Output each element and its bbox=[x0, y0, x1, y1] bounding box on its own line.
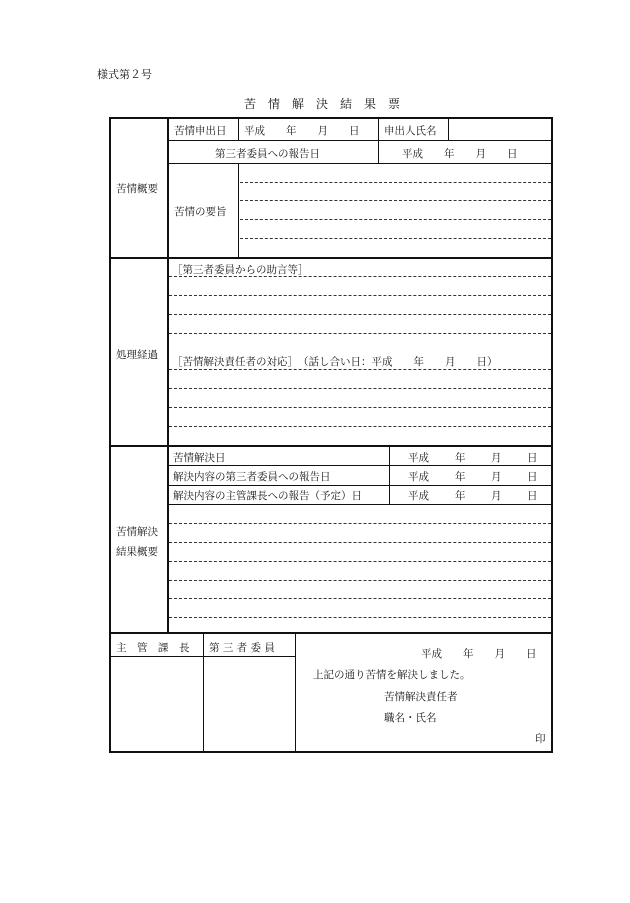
writing-line[interactable] bbox=[169, 617, 551, 618]
frame-right bbox=[551, 117, 553, 753]
section-divider bbox=[109, 632, 553, 634]
result-row-m: 月 bbox=[491, 490, 502, 502]
writing-line[interactable] bbox=[169, 523, 551, 524]
summary-section-label: 苦情概要 bbox=[116, 183, 158, 195]
result-section-label: 苦情解決 bbox=[116, 526, 158, 538]
writing-line[interactable] bbox=[169, 580, 551, 581]
writing-line[interactable] bbox=[240, 182, 551, 183]
signature-date[interactable]: 平成 年 月 日 bbox=[421, 648, 537, 660]
result-row-year[interactable]: 平成 bbox=[408, 452, 429, 464]
cell-divider bbox=[238, 163, 239, 257]
position-name-label: 職名・氏名 bbox=[384, 712, 437, 724]
writing-line[interactable] bbox=[169, 426, 551, 427]
frame-bottom bbox=[109, 751, 553, 753]
result-row-y: 年 bbox=[455, 490, 466, 502]
form-number: 様式第２号 bbox=[97, 68, 152, 81]
row-line bbox=[168, 485, 552, 486]
applicant-name-label: 申出人氏名 bbox=[384, 125, 437, 137]
writing-line[interactable] bbox=[169, 369, 551, 370]
gist-label: 苦情の要旨 bbox=[174, 206, 227, 218]
result-row-label: 解決内容の主管課長への報告（予定）日 bbox=[173, 490, 362, 502]
advice-heading: ［第三者委員からの助言等］ bbox=[172, 264, 309, 276]
result-row-d: 日 bbox=[527, 471, 538, 483]
writing-line[interactable] bbox=[240, 238, 551, 239]
seal-mark: 印 bbox=[535, 733, 546, 745]
result-row-d: 日 bbox=[527, 490, 538, 502]
report-date-label: 第三者委員への報告日 bbox=[215, 148, 320, 160]
responsible-person-label: 苦情解決責任者 bbox=[384, 691, 458, 703]
writing-line[interactable] bbox=[240, 200, 551, 201]
cell-divider bbox=[203, 633, 204, 752]
writing-line[interactable] bbox=[169, 276, 551, 277]
writing-line[interactable] bbox=[240, 219, 551, 220]
report-date-value[interactable]: 平成 年 月 日 bbox=[402, 148, 518, 160]
writing-line[interactable] bbox=[169, 295, 551, 296]
row-line bbox=[168, 163, 552, 164]
result-row-y: 年 bbox=[455, 452, 466, 464]
third-party-label: 第 三 者 委 員 bbox=[209, 642, 275, 654]
writing-line[interactable] bbox=[169, 542, 551, 543]
writing-line[interactable] bbox=[169, 407, 551, 408]
result-row-year[interactable]: 平成 bbox=[408, 471, 429, 483]
row-line bbox=[168, 504, 552, 505]
applicant-name-field[interactable] bbox=[450, 119, 550, 139]
response-heading: ［苦情解決責任者の対応］ （話し合い日：平成 年 月 日） bbox=[172, 356, 498, 368]
writing-line[interactable] bbox=[169, 333, 551, 334]
row-line bbox=[168, 140, 552, 141]
page-title: 苦 情 解 決 結 果 票 bbox=[244, 97, 401, 111]
section-divider bbox=[109, 257, 553, 259]
cell-divider bbox=[378, 118, 379, 163]
result-row-d: 日 bbox=[527, 452, 538, 464]
result-row-y: 年 bbox=[455, 471, 466, 483]
result-row-label: 解決内容の第三者委員への報告日 bbox=[173, 471, 331, 483]
cell-divider bbox=[389, 446, 390, 504]
label-column-divider bbox=[167, 117, 169, 634]
writing-line[interactable] bbox=[169, 388, 551, 389]
cell-divider bbox=[448, 118, 449, 140]
section-divider bbox=[109, 445, 553, 447]
writing-line[interactable] bbox=[169, 314, 551, 315]
cell-divider bbox=[238, 118, 239, 140]
result-row-label: 苦情解決日 bbox=[173, 452, 226, 464]
process-section-label: 処理経過 bbox=[116, 349, 158, 361]
result-row-m: 月 bbox=[491, 471, 502, 483]
writing-line[interactable] bbox=[169, 598, 551, 599]
row-line bbox=[168, 465, 552, 466]
row-line bbox=[110, 656, 296, 657]
result-row-m: 月 bbox=[491, 452, 502, 464]
result-section-label: 結果概要 bbox=[116, 546, 158, 558]
resolution-statement: 上記の通り苦情を解決しました。 bbox=[313, 669, 471, 681]
cell-divider bbox=[295, 633, 296, 752]
filing-date-value[interactable]: 平成 年 月 日 bbox=[244, 125, 360, 137]
manager-seal-box[interactable] bbox=[111, 658, 202, 750]
writing-line[interactable] bbox=[169, 561, 551, 562]
manager-label: 主 管 課 長 bbox=[116, 642, 190, 654]
result-row-year[interactable]: 平成 bbox=[408, 490, 429, 502]
filing-date-label: 苦情申出日 bbox=[174, 125, 227, 137]
third-party-seal-box[interactable] bbox=[205, 658, 294, 750]
